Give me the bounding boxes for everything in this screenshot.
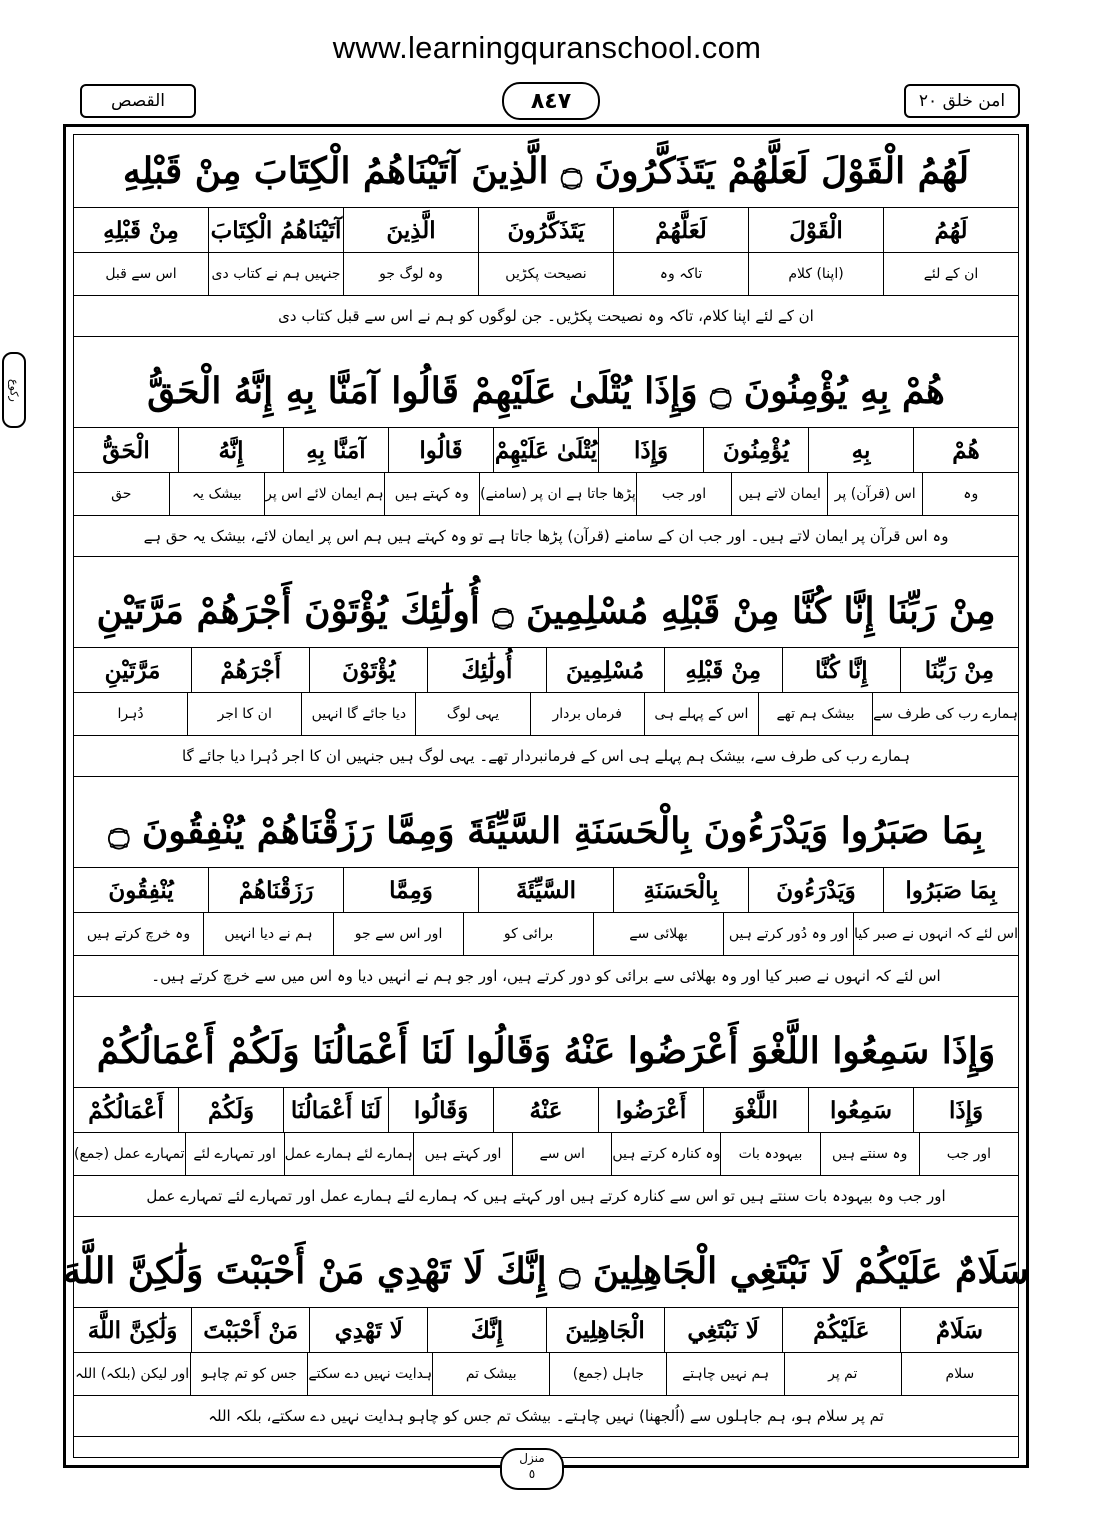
arabic-word: بِمَا صَبَرُوا [883, 868, 1018, 912]
word-translation: تاکہ وہ [613, 253, 748, 295]
word-row [74, 868, 1018, 913]
arabic-word: لَا نَبْتَغِي [664, 1308, 782, 1352]
arabic-verse: وَإِذَا سَمِعُوا اللَّغْوَ أَعْرَضُوا عَنْهُ وَقَالُوا لَنَا أَعْمَالُنَا وَلَكُمْ أَعْمَالُكُمْ [74, 1015, 1018, 1088]
arabic-word: عَلَيْكُمْ [782, 1308, 900, 1352]
verse-section [74, 575, 1018, 777]
word-row [74, 1088, 1018, 1133]
word-translation: اور جب [919, 1133, 1018, 1175]
arabic-word: يُتْلَىٰ عَلَيْهِمْ [493, 428, 598, 472]
word-translation: جنہیں ہم نے کتاب دی [208, 253, 343, 295]
arabic-word: يُؤْمِنُونَ [703, 428, 808, 472]
arabic-word: هُمْ [913, 428, 1018, 472]
word-translation: جاہل (جمع) [549, 1353, 666, 1395]
word-translation: بیشک ہم تھے [758, 693, 872, 735]
arabic-word: وَلَكُمْ [178, 1088, 283, 1132]
verse-section [74, 355, 1018, 557]
arabic-word: إِنَّهُ [178, 428, 283, 472]
page-frame [63, 124, 1029, 1468]
arabic-word: مِنْ قَبْلِهِ [103, 216, 179, 244]
manzil-number: ٥ [528, 1467, 536, 1481]
word-translation: وہ کہتے ہیں [384, 473, 480, 515]
full-translation: ان کے لئے اپنا کلام، تاکہ وہ نصیحت پکڑیں۔ جن لوگوں کو ہم نے اس سے قبل کتاب دی [74, 296, 1018, 337]
arabic-word: الْحَقُّ [102, 436, 150, 464]
verse-section [74, 135, 1018, 337]
word-translation: ان کا اجر [187, 693, 301, 735]
arabic-word: مِنْ قَبْلِهِ [664, 648, 782, 692]
arabic-word: السَّيِّئَةَ [478, 868, 613, 912]
word-translation: پڑھا جاتا ہے ان پر (سامنے) [479, 473, 636, 515]
word-translation-row [74, 1133, 1018, 1176]
arabic-word: رَزَقْنَاهُمْ [208, 868, 343, 912]
arabic-word: أَعْرَضُوا [598, 1088, 703, 1132]
word-translation: سلام [901, 1353, 1018, 1395]
word-translation: ایمان لاتے ہیں [731, 473, 827, 515]
word-translation: وہ خرچ کرتے ہیں [86, 926, 191, 942]
word-translation: ان کے لئے [883, 253, 1018, 295]
arabic-word: وَلَٰكِنَّ اللَّهَ [87, 1316, 178, 1344]
word-translation: اور جب [636, 473, 732, 515]
arabic-verse: هُمْ بِهِ يُؤْمِنُونَ ۝ وَإِذَا يُتْلَىٰ عَلَيْهِمْ قَالُوا آمَنَّا بِهِ إِنَّهُ الْحَقُّ [74, 355, 1018, 428]
surah-name-label: القصص [80, 84, 196, 118]
arabic-word: مَرَّتَيْنِ [104, 656, 161, 684]
word-translation: اس سے [512, 1133, 611, 1175]
arabic-word: يُؤْتَوْنَ [309, 648, 427, 692]
word-translation: ہم نہیں چاہتے [666, 1353, 783, 1395]
arabic-verse: بِمَا صَبَرُوا وَيَدْرَءُونَ بِالْحَسَنَةِ السَّيِّئَةَ وَمِمَّا رَزَقْنَاهُمْ يُنْفِقُونَ ۝ [74, 795, 1018, 868]
arabic-word: لَهُمُ [883, 208, 1018, 252]
word-translation: اور اس سے جو [333, 913, 463, 955]
word-translation-row [74, 1353, 1018, 1396]
full-translation: تم پر سلام ہو، ہم جاہلوں سے (اُلجھنا) نہیں چاہتے۔ بیشک تم جس کو چاہو ہدایت نہیں دے سکتے، بلکہ اللہ [74, 1396, 1018, 1437]
verse-section [74, 1015, 1018, 1217]
full-translation: وہ اس قرآن پر ایمان لاتے ہیں۔ اور جب ان کے سامنے (قرآن) پڑھا جاتا ہے تو وہ کہتے ہیں ہم اس پر ایمان لائے، بیشک یہ حق ہے [74, 516, 1018, 557]
word-translation-row [74, 473, 1018, 516]
arabic-word: لَنَا أَعْمَالُنَا [283, 1088, 388, 1132]
word-translation: بیہودہ بات [720, 1133, 819, 1175]
word-translation-row [74, 693, 1018, 736]
word-row [74, 428, 1018, 473]
arabic-word: أَعْمَالُكُمْ [88, 1096, 164, 1124]
word-translation: اور کہتے ہیں [413, 1133, 512, 1175]
content-area [63, 134, 1029, 1458]
arabic-word: مُسْلِمِينَ [546, 648, 664, 692]
word-translation: بیشک تم [432, 1353, 549, 1395]
arabic-word: سَلَامٌ [900, 1308, 1018, 1352]
arabic-word: الَّذِينَ [343, 208, 478, 252]
full-translation: اس لئے کہ انہوں نے صبر کیا اور وہ بھلائی سے برائی کو دور کرتے ہیں، اور جو ہم نے انہیں دیا وہ اس میں سے خرچ کرتے ہیں۔ [74, 956, 1018, 997]
arabic-word: بِالْحَسَنَةِ [613, 868, 748, 912]
word-translation: ہم ایمان لائے اس پر [264, 473, 383, 515]
word-translation: وہ کنارہ کرتے ہیں [611, 1133, 720, 1175]
arabic-word: الْجَاهِلِينَ [546, 1308, 664, 1352]
word-translation: تم پر [784, 1353, 901, 1395]
arabic-word: اللَّغْوَ [703, 1088, 808, 1132]
word-translation: فرماں بردار [530, 693, 644, 735]
word-translation: بیشک یہ [169, 473, 265, 515]
arabic-verse: لَهُمُ الْقَوْلَ لَعَلَّهُمْ يَتَذَكَّرُونَ ۝ الَّذِينَ آتَيْنَاهُمُ الْكِتَابَ مِنْ قَبْلِهِ [74, 135, 1018, 208]
arabic-word: لَعَلَّهُمْ [613, 208, 748, 252]
word-translation: جس کو تم چاہو [190, 1353, 307, 1395]
para-name-label: امن خلق ٢٠ [904, 84, 1020, 118]
word-translation: اس سے قبل [105, 266, 177, 282]
word-translation: بھلائی سے [593, 913, 723, 955]
arabic-word: مَنْ أَحْبَبْتَ [191, 1308, 309, 1352]
word-row [74, 1308, 1018, 1353]
manzil-label: منزل [519, 1451, 545, 1465]
word-translation-row [74, 913, 1018, 956]
site-url: www.learningquranschool.com [332, 30, 762, 65]
word-translation: وہ لوگ جو [343, 253, 478, 295]
word-translation: تمہارے عمل (جمع) [74, 1146, 185, 1162]
arabic-word: إِنَّا كُنَّا [782, 648, 900, 692]
arabic-word: أُولَٰئِكَ [427, 648, 545, 692]
arabic-word: عَنْهُ [493, 1088, 598, 1132]
word-row [74, 208, 1018, 253]
verse-section [63, 1235, 1029, 1437]
word-translation: دُہرا [117, 706, 144, 722]
arabic-word: يُنْفِقُونَ [108, 876, 174, 904]
word-translation: اس کے پہلے ہی [644, 693, 758, 735]
word-translation: اور تمہارے لئے [185, 1133, 284, 1175]
full-translation: ہمارے رب کی طرف سے، بیشک ہم پہلے ہی اس کے فرمانبردار تھے۔ یہی لوگ ہیں جنہیں ان کا اجر دُہرا دیا جائے گا [74, 736, 1018, 777]
word-translation: اس (قرآن) پر [827, 473, 923, 515]
arabic-word: آمَنَّا بِهِ [283, 428, 388, 472]
verse-section [74, 795, 1018, 997]
arabic-word: وَإِذَا [598, 428, 703, 472]
page-number: ٨٤٧ [502, 82, 600, 120]
word-translation: نصیحت پکڑیں [478, 253, 613, 295]
word-translation: اس لئے کہ انہوں نے صبر کیا [853, 913, 1018, 955]
arabic-word: وَإِذَا [913, 1088, 1018, 1132]
word-translation: برائی کو [463, 913, 593, 955]
word-translation-row [74, 253, 1018, 296]
arabic-word: أَجْرَهُمْ [191, 648, 309, 692]
arabic-word: يَتَذَكَّرُونَ [478, 208, 613, 252]
arabic-word: سَمِعُوا [808, 1088, 913, 1132]
arabic-word: قَالُوا [388, 428, 493, 472]
word-translation: وہ [922, 473, 1018, 515]
word-translation: اور لیکن (بلکہ) اللہ [75, 1366, 190, 1382]
word-row [74, 648, 1018, 693]
arabic-word: وَقَالُوا [388, 1088, 493, 1132]
word-translation: ہم نے دیا انہیں [203, 913, 333, 955]
word-translation: ہمارے لئے ہمارے عمل [284, 1133, 413, 1175]
word-translation: ہدایت نہیں دے سکتے [307, 1353, 432, 1395]
arabic-word: وَيَدْرَءُونَ [748, 868, 883, 912]
arabic-word: آتَيْنَاهُمُ الْكِتَابَ [208, 208, 343, 252]
word-translation: حق [111, 486, 132, 502]
word-translation: دیا جائے گا انہیں [301, 693, 415, 735]
full-translation: اور جب وہ بیہودہ بات سنتے ہیں تو اس سے کنارہ کرتے ہیں اور کہتے ہیں کہ ہمارے لئے ہمارے عمل اور تمہارے لئے تمہارے عمل [74, 1176, 1018, 1217]
ruku-side-tab: ركوع [2, 352, 26, 428]
word-translation: یہی لوگ [415, 693, 529, 735]
manzil-badge [500, 1448, 564, 1490]
arabic-word: الْقَوْلَ [748, 208, 883, 252]
arabic-word: بِهِ [808, 428, 913, 472]
arabic-word: إِنَّكَ [427, 1308, 545, 1352]
word-translation: وہ سنتے ہیں [820, 1133, 919, 1175]
word-translation: اور وہ دُور کرتے ہیں [723, 913, 853, 955]
arabic-verse: سَلَامٌ عَلَيْكُمْ لَا نَبْتَغِي الْجَاهِلِينَ ۝ إِنَّكَ لَا تَهْدِي مَنْ أَحْبَبْتَ وَلَٰكِنَّ اللَّهَ [74, 1235, 1018, 1308]
word-translation: (اپنا) کلام [748, 253, 883, 295]
arabic-word: وَمِمَّا [343, 868, 478, 912]
arabic-word: لَا تَهْدِي [309, 1308, 427, 1352]
arabic-verse: مِنْ رَبِّنَا إِنَّا كُنَّا مِنْ قَبْلِهِ مُسْلِمِينَ ۝ أُولَٰئِكَ يُؤْتَوْنَ أَجْرَهُمْ مَرَّتَيْنِ [74, 575, 1018, 648]
word-translation: ہمارے رب کی طرف سے [872, 693, 1018, 735]
arabic-word: مِنْ رَبِّنَا [900, 648, 1018, 692]
